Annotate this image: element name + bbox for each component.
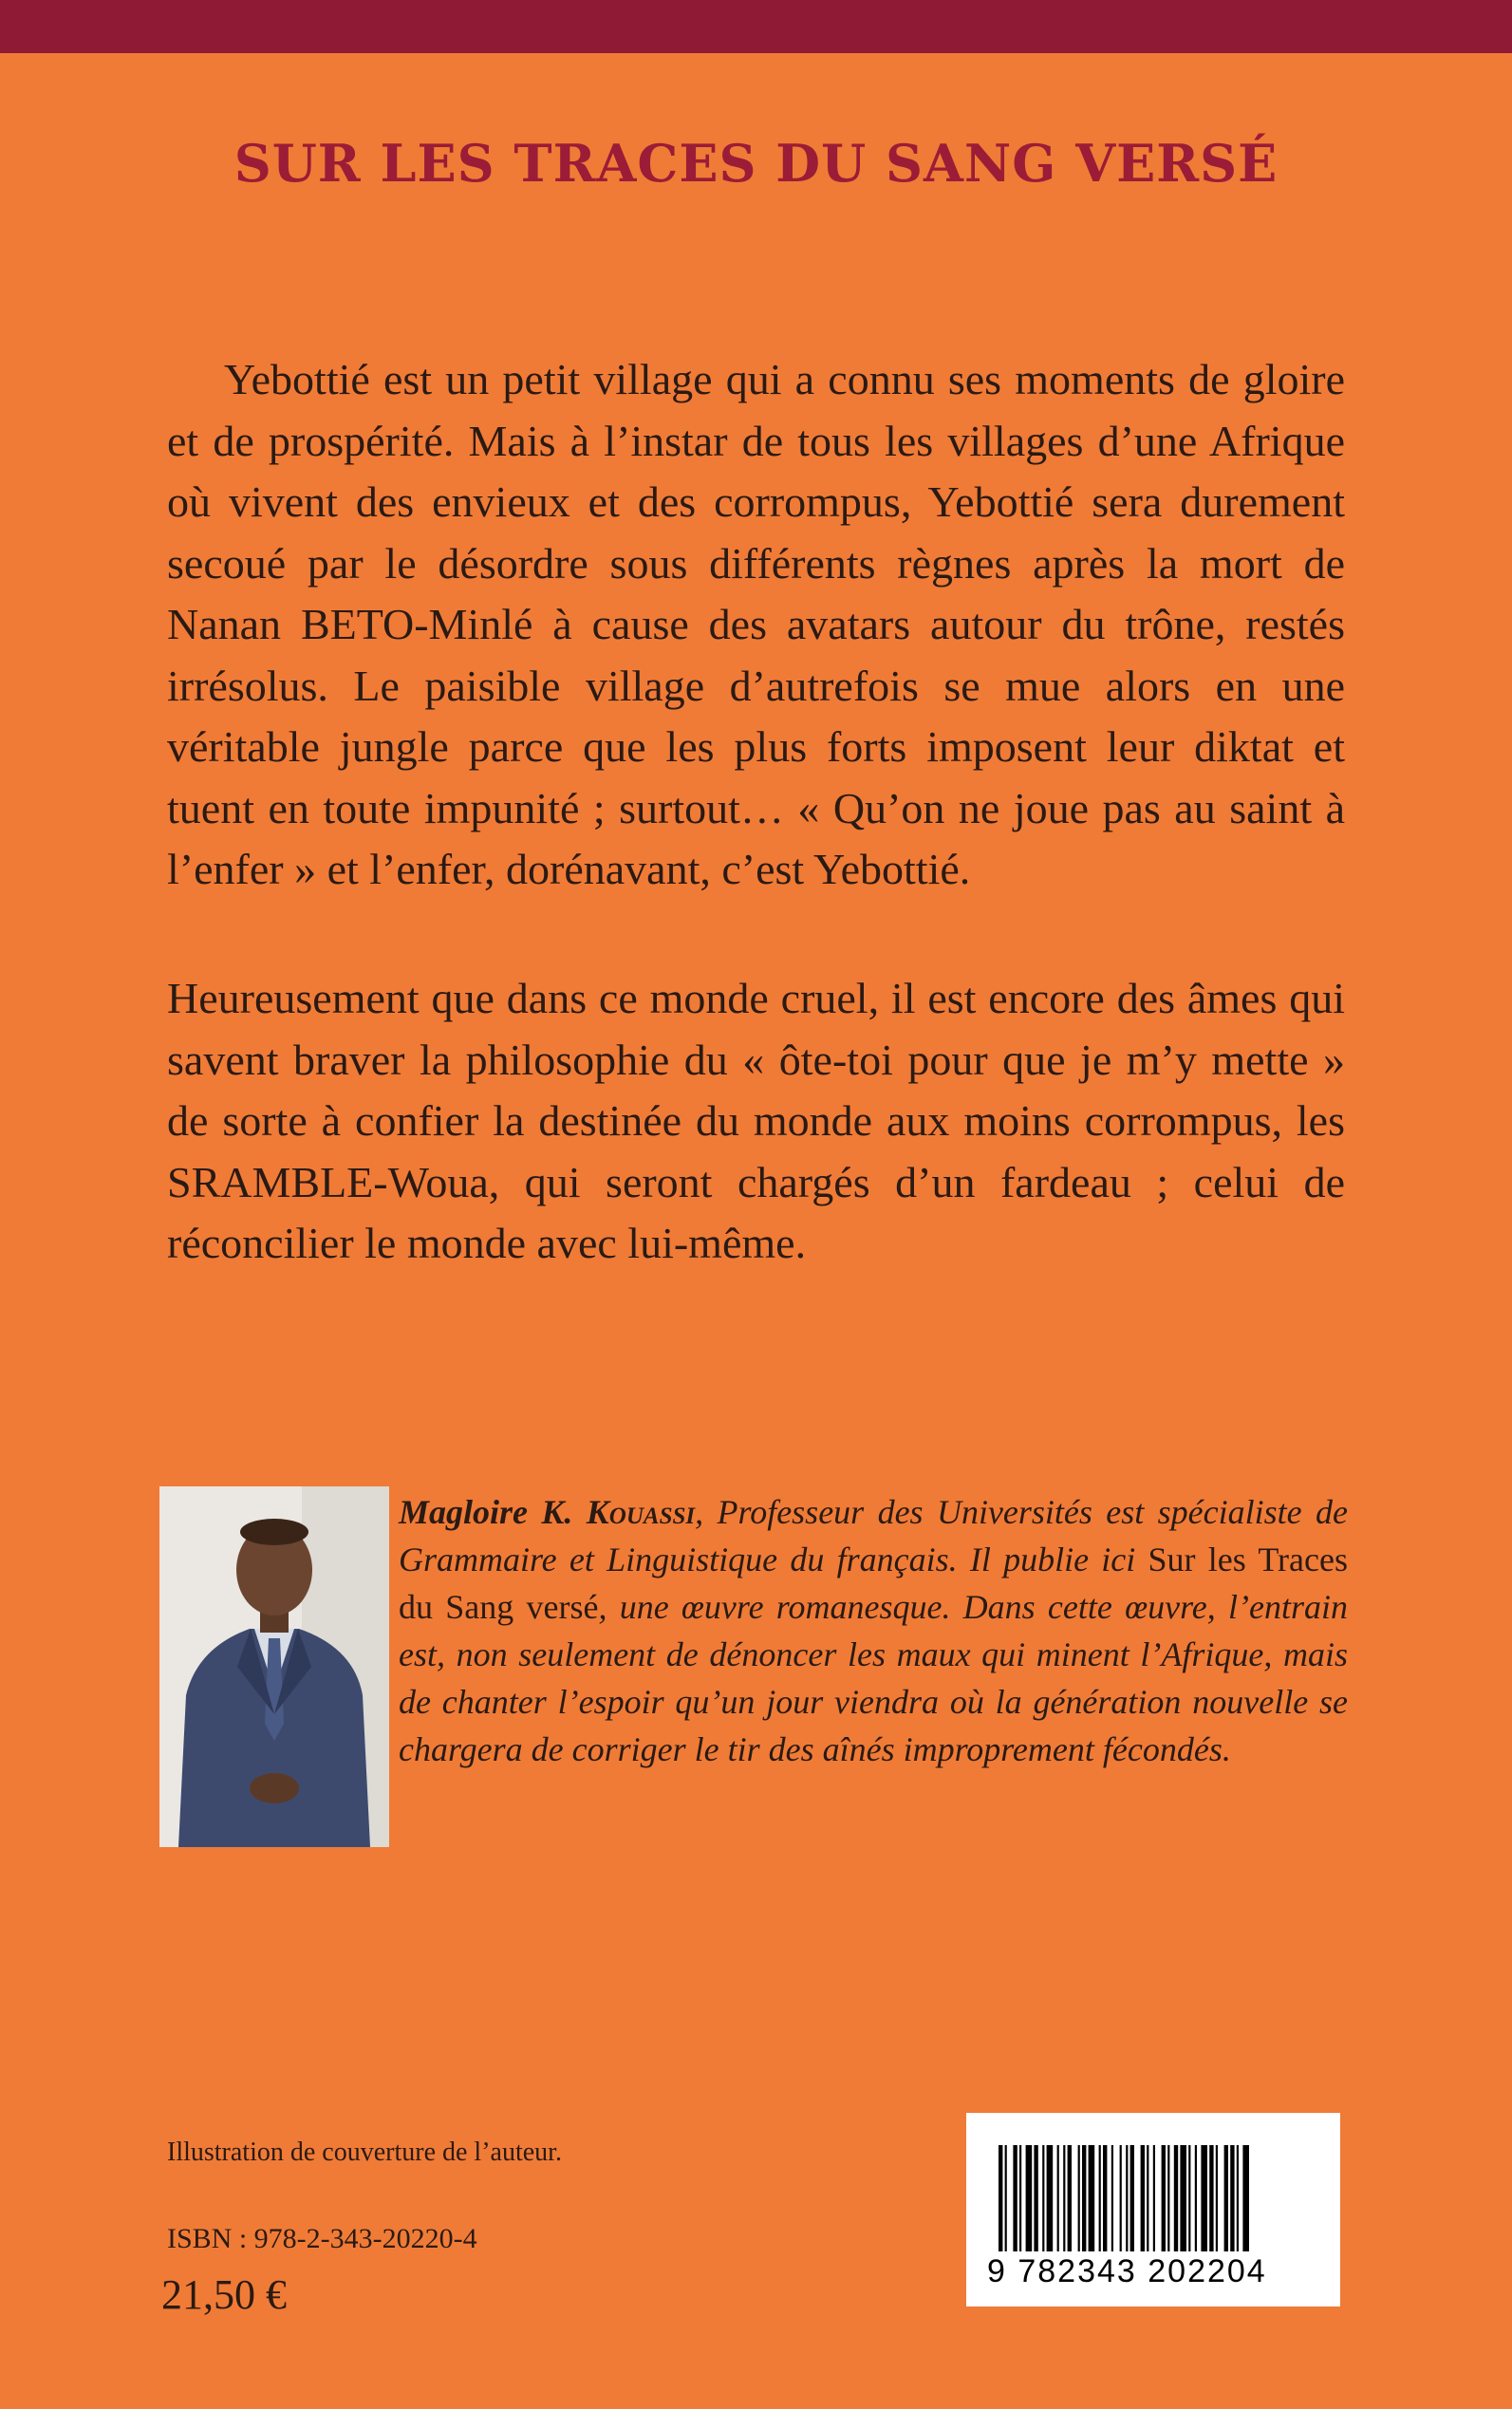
barcode-bar xyxy=(1068,2145,1072,2251)
price: 21,50 € xyxy=(161,2271,287,2318)
barcode-bar xyxy=(1089,2145,1095,2251)
barcode-bar xyxy=(1180,2145,1186,2251)
author-book-title: Sur les Traces du Sang versé xyxy=(399,1541,1348,1626)
barcode-bar xyxy=(999,2145,1002,2251)
barcode-bar xyxy=(1063,2145,1065,2251)
blurb-paragraph-2: Heureusement que dans ce monde cruel, il est encore des âmes qui savent braver la philosophie du « ôte-toi pour que je m’y mette » de sorte à confier la destinée du monde aux moins corrompus, les SRAMBLE-Woua, qui seront chargés d’un fardeau ; celui de réconcilier le monde avec lui-même. xyxy=(167,974,1345,1267)
author-bio-part-1: , Professeur des Universités est spécialiste de Grammaire et Linguistique du français. Il publie ici xyxy=(399,1493,1349,1578)
barcode-bar xyxy=(1216,2145,1218,2251)
isbn: ISBN : 978-2-343-20220-4 xyxy=(167,2223,477,2254)
author-photo xyxy=(159,1486,389,1847)
barcode xyxy=(966,2113,1340,2306)
barcode-bar xyxy=(1120,2145,1122,2251)
barcode-bar xyxy=(1042,2145,1044,2251)
barcode-bar xyxy=(1141,2145,1145,2251)
barcode-bar xyxy=(1162,2145,1166,2251)
barcode-bar xyxy=(1153,2145,1155,2251)
barcode-bar xyxy=(1078,2145,1080,2251)
book-title: SUR LES TRACES DU SANG VERSÉ xyxy=(233,133,1279,194)
barcode-bar xyxy=(1209,2145,1213,2251)
barcode-bar xyxy=(1201,2145,1207,2251)
author-name-last: Kouassi xyxy=(586,1493,696,1531)
barcode-bar xyxy=(1188,2145,1190,2251)
barcode-bar xyxy=(1099,2145,1101,2251)
barcode-bar xyxy=(1047,2145,1054,2251)
barcode-bar xyxy=(1026,2145,1033,2251)
barcode-bar xyxy=(1126,2145,1128,2251)
author-bio xyxy=(399,1488,1348,1773)
top-color-band xyxy=(0,0,1512,53)
barcode-bar xyxy=(1130,2145,1134,2251)
barcode-bar xyxy=(1224,2145,1228,2251)
barcode-bar xyxy=(1103,2145,1107,2251)
barcode-bar xyxy=(1237,2145,1239,2251)
barcode-bars xyxy=(999,2145,1308,2251)
barcode-bar xyxy=(1034,2145,1037,2251)
illustration-credit: Illustration de couverture de l’auteur. xyxy=(167,2138,562,2167)
barcode-digits: 9 782343 202204 xyxy=(987,2253,1267,2289)
barcode-bar xyxy=(1167,2145,1169,2251)
barcode-bar xyxy=(1111,2145,1113,2251)
barcode-bar xyxy=(1013,2145,1017,2251)
author-bio-part-2: , une œuvre romanesque. Dans cette œuvre, l’entrain est, non seulement de dénoncer les maux qui minent l’Afrique, mais de chanter l’espoir qu’un jour viendra où la génération nouvelle se chargera de corriger le tir des aînés improprement fécondés. xyxy=(399,1588,1348,1768)
barcode-bar xyxy=(1057,2145,1059,2251)
barcode-bar xyxy=(1019,2145,1021,2251)
barcode-bar xyxy=(1005,2145,1007,2251)
blurb-paragraph-1: Yebottié est un petit village qui a connu ses moments de gloire et de prospérité. Mais à l’instar de tous les villages d’une Afrique où vivent des envieux et des corrompus, Yebottié sera durement secoué par le désordre sous différents règnes après la mort de Nanan BETO-Minlé à cause des avatars autour du trône, restés irrésolus. Le paisible village d’autrefois se mue alors en une véritable jungle parce que les plus forts imposent leur diktat et tuent en toute impunité ; surtout… « Qu’on ne joue pas au saint à l’enfer » et l’enfer, dorénavant, c’est Yebottié. xyxy=(167,355,1345,893)
author-photo-illustration xyxy=(159,1486,389,1847)
barcode-bar xyxy=(1195,2145,1197,2251)
author-name-first: Magloire K. xyxy=(399,1493,587,1531)
barcode-bar xyxy=(1147,2145,1148,2251)
barcode-bar xyxy=(1242,2145,1249,2251)
barcode-bar xyxy=(1174,2145,1178,2251)
barcode-bar xyxy=(1082,2145,1086,2251)
barcode-bar xyxy=(1230,2145,1234,2251)
